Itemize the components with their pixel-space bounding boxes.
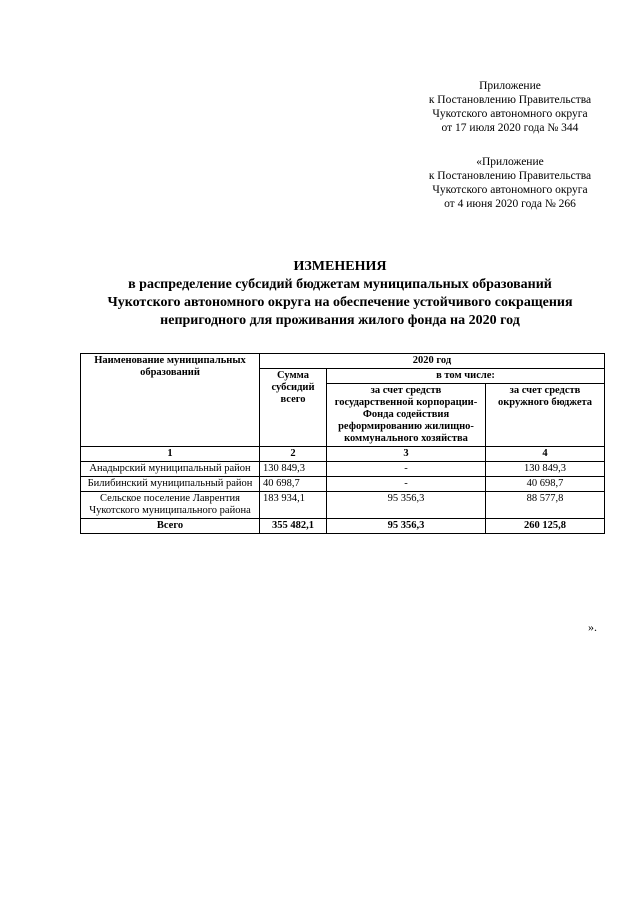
row-sum: 130 849,3 <box>260 462 327 477</box>
subsidy-table <box>80 353 605 534</box>
appendix-block <box>360 79 640 135</box>
header-including: в том числе: <box>327 369 605 384</box>
appendix-line: Чукотского автономного округа <box>432 184 588 196</box>
appendix-line: к Постановлению Правительства <box>428 94 592 106</box>
header-year: 2020 год <box>260 354 605 369</box>
row-fund: 95 356,3 <box>327 492 486 519</box>
total-name: Всего <box>81 519 260 534</box>
document-title <box>60 258 620 330</box>
header-fund: за счет средств государственной корпорации-Фонда содействия реформированию жилищно-коммунального хозяйства <box>327 384 486 447</box>
appendix-line: «Приложение <box>476 156 544 168</box>
closing-quote: ». <box>588 620 597 634</box>
col-number: 3 <box>327 447 486 462</box>
col-number: 1 <box>81 447 260 462</box>
row-name: Сельское поселение Лаврентия Чукотского муниципального района <box>81 492 260 519</box>
col-number: 4 <box>486 447 605 462</box>
row-name: Билибинский муниципальный район <box>81 477 260 492</box>
appendix-line: от 4 июня 2020 года № 266 <box>444 198 576 210</box>
row-district: 40 698,7 <box>486 477 605 492</box>
header-name: Наименование муниципальных образований <box>81 354 260 447</box>
row-fund: - <box>327 462 486 477</box>
row-district: 130 849,3 <box>486 462 605 477</box>
total-district: 260 125,8 <box>486 519 605 534</box>
total-row <box>81 519 605 534</box>
appendix-line: от 17 июля 2020 года № 344 <box>441 122 579 134</box>
appendix-line: Чукотского автономного округа <box>432 108 588 120</box>
row-sum: 183 934,1 <box>260 492 327 519</box>
col-number: 2 <box>260 447 327 462</box>
title-heading: ИЗМЕНЕНИЯ <box>293 259 387 274</box>
table-row <box>81 477 605 492</box>
table-row <box>81 462 605 477</box>
title-line: в распределение субсидий бюджетам муниципальных образований <box>128 277 552 292</box>
row-district: 88 577,8 <box>486 492 605 519</box>
row-sum: 40 698,7 <box>260 477 327 492</box>
appendix-line: Приложение <box>479 80 541 92</box>
total-sum: 355 482,1 <box>260 519 327 534</box>
appendix-line: к Постановлению Правительства <box>428 170 592 182</box>
header-district: за счет средств окружного бюджета <box>486 384 605 447</box>
title-line: непригодного для проживания жилого фонда на 2020 год <box>160 313 520 328</box>
row-fund: - <box>327 477 486 492</box>
total-fund: 95 356,3 <box>327 519 486 534</box>
title-line: Чукотского автономного округа на обеспечение устойчивого сокращения <box>107 295 573 310</box>
header-sum: Сумма субсидий всего <box>260 369 327 447</box>
row-name: Анадырский муниципальный район <box>81 462 260 477</box>
prior-appendix-block <box>360 155 640 211</box>
table-row <box>81 492 605 519</box>
